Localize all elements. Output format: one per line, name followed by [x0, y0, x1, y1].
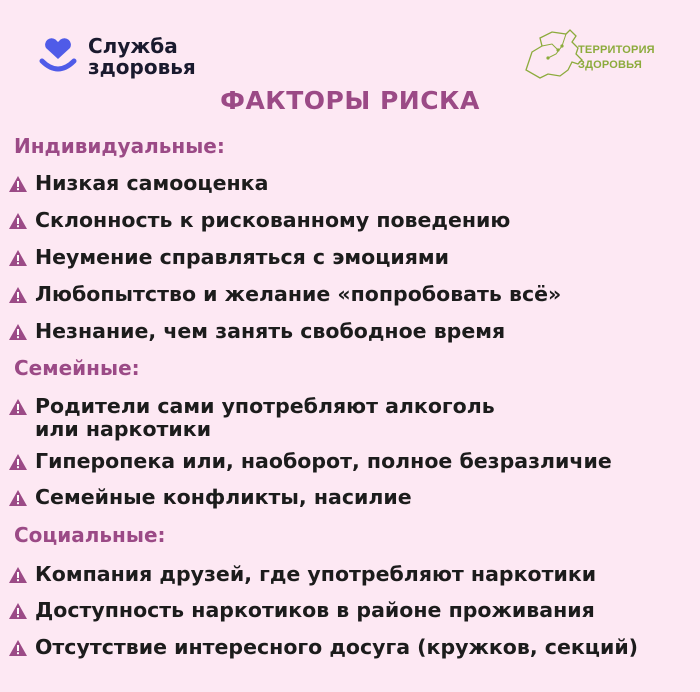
list-item	[8, 283, 561, 306]
warning-icon	[8, 398, 28, 416]
list-item-text: Низкая самооценка	[35, 171, 269, 195]
list-item-text: Незнание, чем занять свободное время	[35, 319, 506, 343]
list-item-text: Любопытство и желание «попробовать всё»	[35, 282, 562, 306]
list-item-text: Склонность к рискованному поведению	[35, 208, 511, 232]
logo-left-text	[88, 36, 196, 78]
logo-right-line1: ТЕРРИТОРИЯ	[578, 44, 655, 56]
warning-icon	[8, 175, 28, 193]
list-item	[8, 636, 638, 659]
section-heading-individual: Индивидуальные:	[14, 134, 225, 158]
section-heading-social: Социальные:	[14, 523, 166, 547]
list-item-text-line2: или наркотики	[35, 417, 212, 441]
sluzhba-zdorovya-logo	[38, 36, 196, 78]
list-item	[8, 599, 595, 622]
list-item	[8, 486, 412, 509]
list-item	[8, 450, 612, 473]
list-item	[8, 209, 510, 232]
page-title: ФАКТОРЫ РИСКА	[220, 86, 480, 115]
warning-icon	[8, 602, 28, 620]
logo-left-line2: здоровья	[88, 55, 196, 79]
warning-icon	[8, 639, 28, 657]
list-item	[8, 395, 495, 441]
list-item-text: Неумение справляться с эмоциями	[35, 245, 450, 269]
logo-left-line1: Служба	[88, 34, 178, 58]
list-item	[8, 320, 505, 343]
list-item	[8, 563, 596, 586]
territoriya-zdorovya-logo	[522, 24, 655, 80]
list-item-text: Доступность наркотиков в районе проживания	[35, 598, 595, 622]
list-item-text: Гиперопека или, наоборот, полное безразличие	[35, 449, 612, 473]
list-item	[8, 246, 449, 269]
warning-icon	[8, 323, 28, 341]
list-item-text-line1: Родители сами употребляют алкоголь	[35, 394, 495, 418]
list-item-text: Отсутствие интересного досуга (кружков, секций)	[35, 635, 639, 659]
list-item-text: Компания друзей, где употребляют наркотики	[35, 562, 597, 586]
heart-logo-icon	[38, 37, 78, 77]
section-heading-family: Семейные:	[14, 356, 140, 380]
list-item-text: Семейные конфликты, насилие	[35, 485, 412, 509]
warning-icon	[8, 453, 28, 471]
warning-icon	[8, 249, 28, 267]
warning-icon	[8, 566, 28, 584]
logo-right-line2: ЗДОРОВЬЯ	[578, 59, 642, 71]
warning-icon	[8, 286, 28, 304]
warning-icon	[8, 212, 28, 230]
warning-icon	[8, 489, 28, 507]
list-item-text	[35, 395, 495, 441]
list-item	[8, 172, 268, 195]
